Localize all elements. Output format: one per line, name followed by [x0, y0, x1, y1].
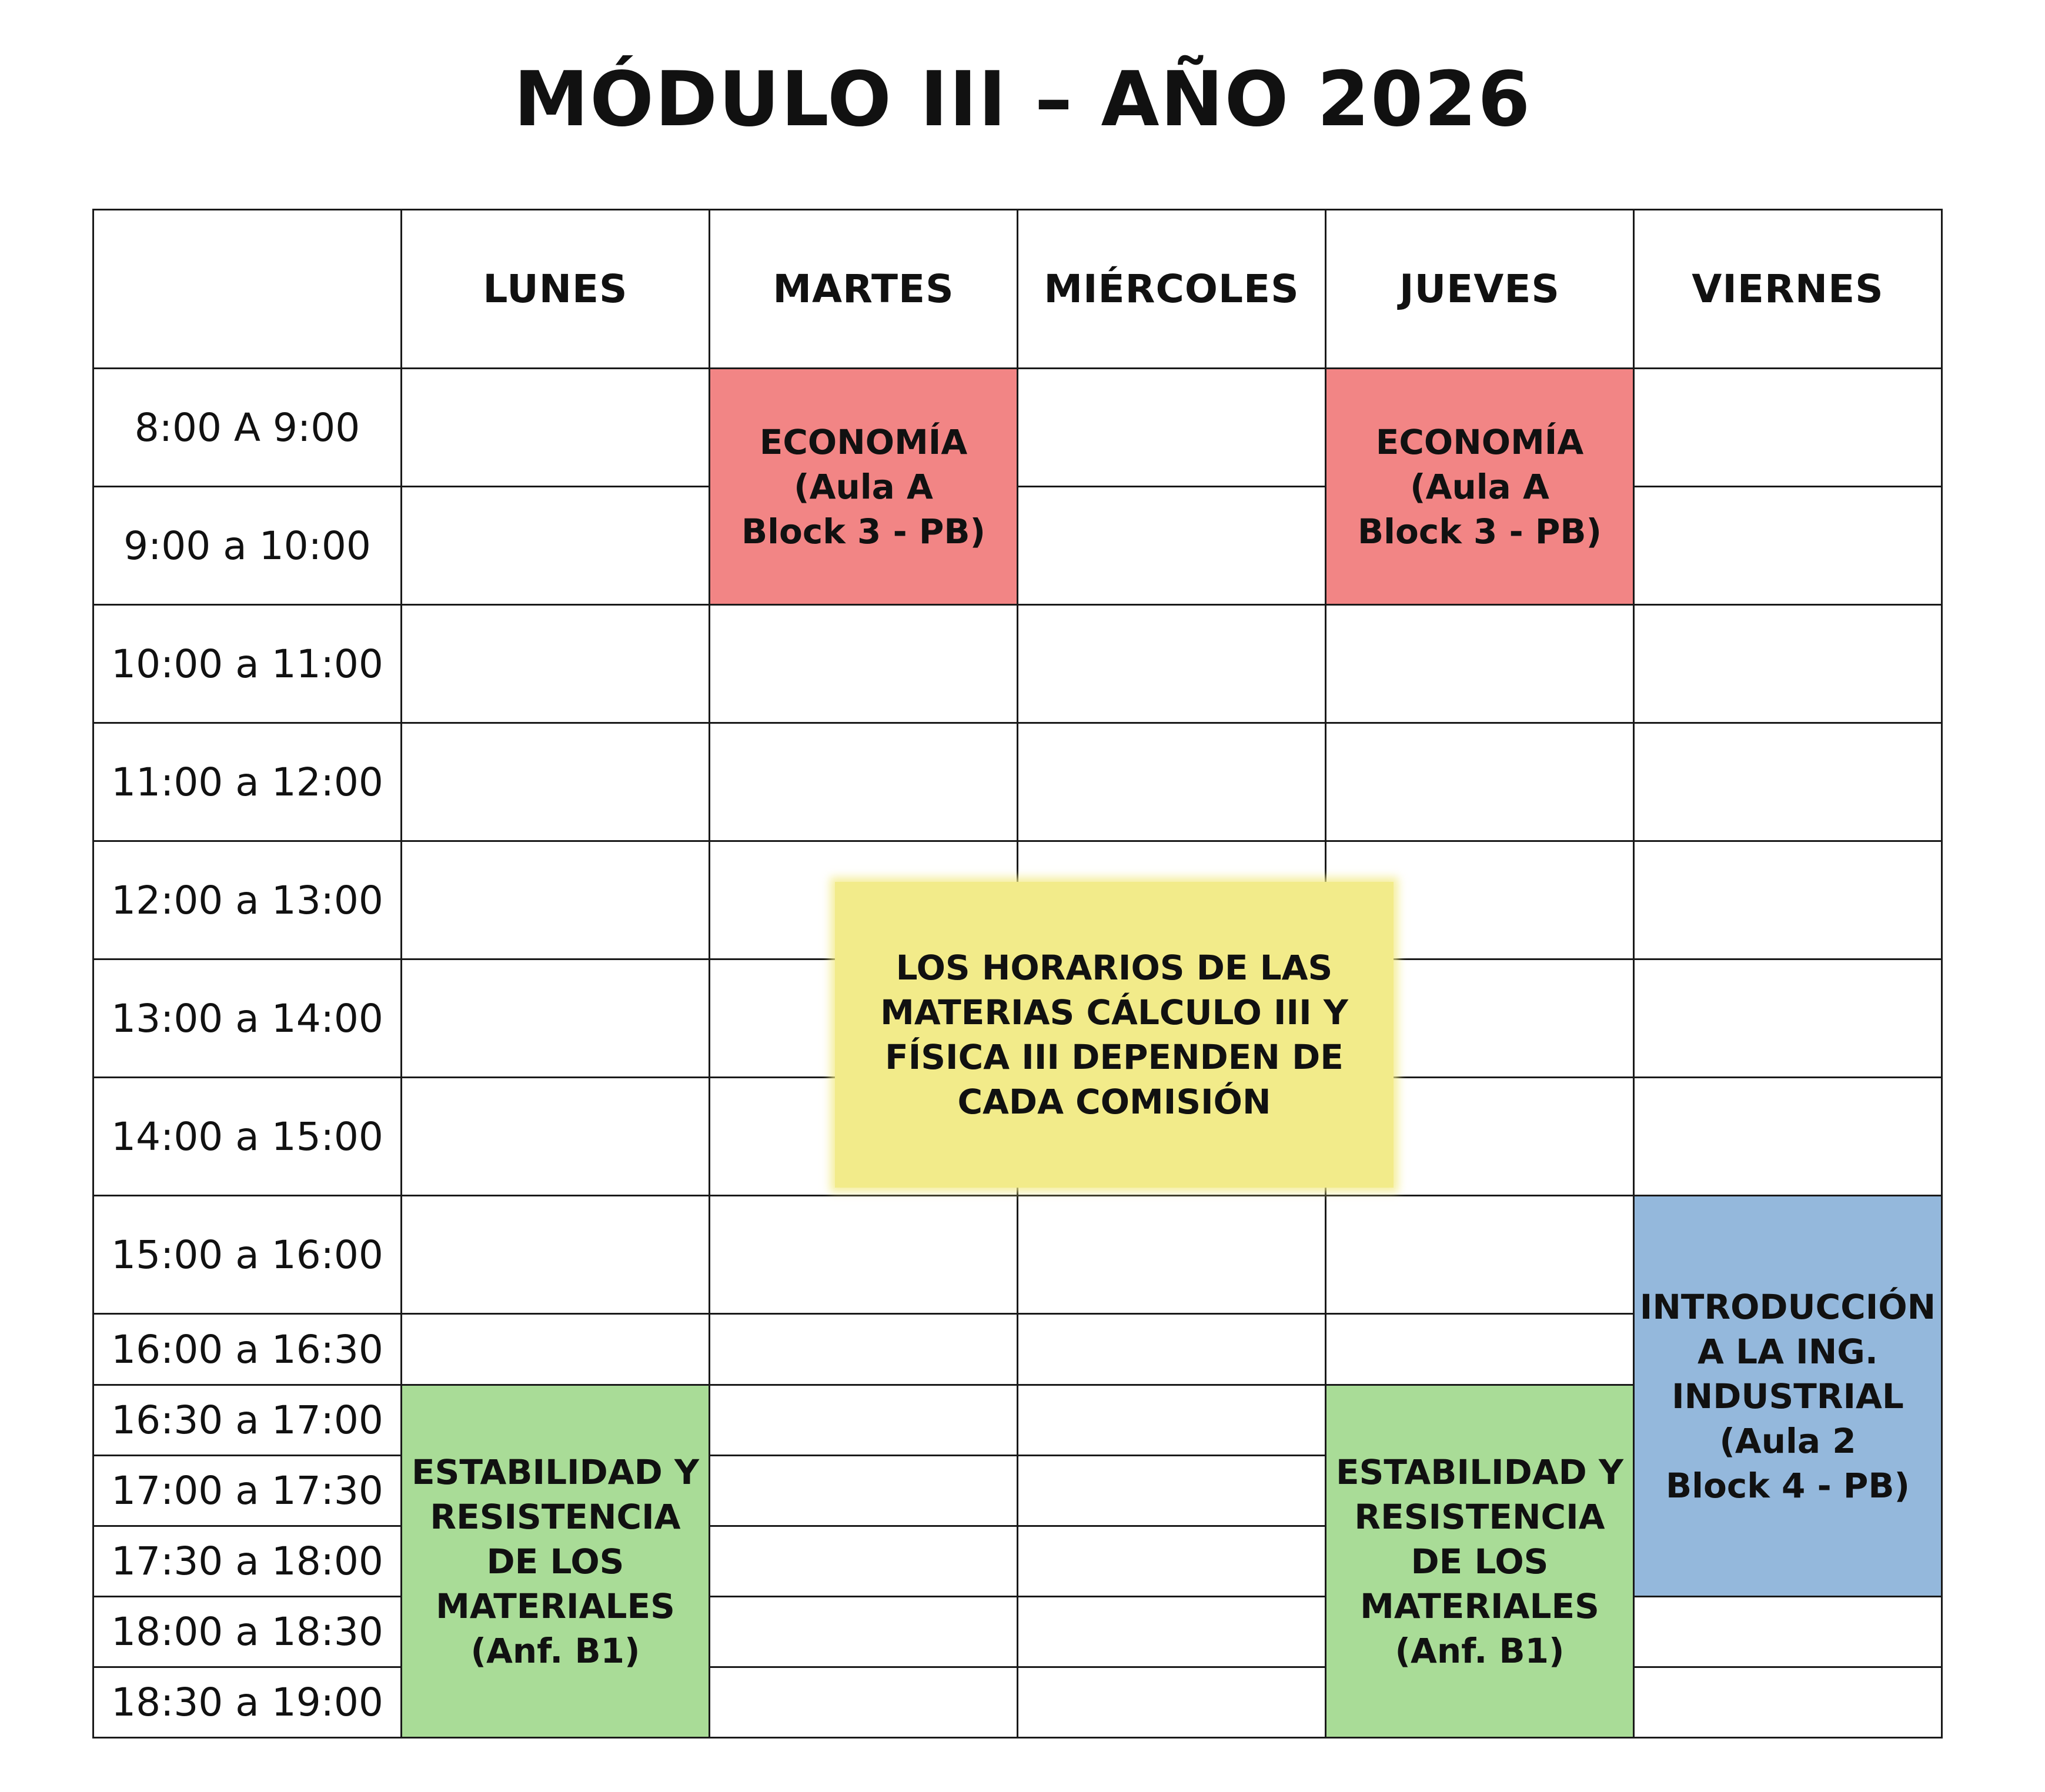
subject-line: Block 4 - PB)	[1665, 1465, 1910, 1506]
page-title: MÓDULO III – AÑO 2026	[513, 56, 1532, 143]
day-header-jueves: JUEVES	[1326, 210, 1634, 369]
subject-line: ECONOMÍA	[1375, 422, 1584, 462]
time-label: 11:00 a 12:00	[93, 723, 402, 841]
table-row	[93, 1196, 1942, 1314]
subject-line: MATERIALES	[1360, 1586, 1599, 1626]
note-line: MATERIAS CÁLCULO III Y	[880, 992, 1348, 1032]
empty-cell	[402, 1196, 710, 1314]
subject-line: A LA ING.	[1698, 1331, 1878, 1372]
subject-line: INTRODUCCIÓN	[1639, 1286, 1936, 1327]
note-line: CADA COMISIÓN	[957, 1082, 1271, 1122]
day-header-viernes: VIERNES	[1634, 210, 1942, 369]
time-label: 14:00 a 15:00	[93, 1078, 402, 1196]
empty-cell	[710, 1196, 1018, 1314]
time-label: 16:00 a 16:30	[93, 1314, 402, 1385]
day-header-lunes: LUNES	[402, 210, 710, 369]
empty-cell	[1018, 723, 1326, 841]
schedule-note	[835, 882, 1394, 1188]
empty-cell	[710, 1385, 1018, 1456]
time-label: 10:00 a 11:00	[93, 605, 402, 723]
empty-cell	[402, 1314, 710, 1385]
empty-cell	[1634, 723, 1942, 841]
subject-line: (Aula A	[1410, 466, 1549, 507]
empty-cell	[402, 369, 710, 487]
empty-cell	[710, 1456, 1018, 1526]
day-header-martes: MARTES	[710, 210, 1018, 369]
empty-cell	[1326, 605, 1634, 723]
empty-cell	[1018, 487, 1326, 605]
table-row	[93, 487, 1942, 605]
subject-block-introduccion-viernes	[1634, 1196, 1942, 1597]
subject-line: ESTABILIDAD Y	[411, 1452, 700, 1492]
table-row	[93, 723, 1942, 841]
empty-cell	[1326, 723, 1634, 841]
note-line: LOS HORARIOS DE LAS	[895, 948, 1333, 988]
subject-line: INDUSTRIAL	[1672, 1376, 1904, 1416]
subject-line: Block 3 - PB)	[741, 511, 986, 551]
subject-line: (Aula 2	[1719, 1420, 1856, 1461]
empty-cell	[1634, 1078, 1942, 1196]
empty-cell	[1634, 841, 1942, 959]
table-row	[93, 605, 1942, 723]
subject-line: RESISTENCIA	[1354, 1496, 1605, 1537]
header-row	[93, 210, 1942, 369]
day-header-miercoles: MIÉRCOLES	[1018, 210, 1326, 369]
empty-cell	[1326, 1196, 1634, 1314]
time-label: 9:00 a 10:00	[93, 487, 402, 605]
time-label: 17:00 a 17:30	[93, 1456, 402, 1526]
empty-cell	[1018, 1526, 1326, 1597]
subject-block-estabilidad-lunes	[402, 1385, 710, 1738]
subject-line: (Aula A	[794, 466, 933, 507]
empty-cell	[1634, 605, 1942, 723]
empty-cell	[710, 605, 1018, 723]
empty-cell	[1634, 1667, 1942, 1738]
subject-block-economia-jueves	[1326, 369, 1634, 605]
subject-line: (Anf. B1)	[1395, 1630, 1565, 1671]
empty-cell	[710, 1314, 1018, 1385]
time-label: 16:30 a 17:00	[93, 1385, 402, 1456]
empty-cell	[402, 841, 710, 959]
empty-cell	[1326, 1314, 1634, 1385]
empty-cell	[1018, 369, 1326, 487]
subject-line: DE LOS	[486, 1541, 624, 1582]
empty-cell	[710, 1667, 1018, 1738]
empty-cell	[402, 723, 710, 841]
empty-cell	[710, 1597, 1018, 1667]
time-label: 12:00 a 13:00	[93, 841, 402, 959]
time-label: 18:30 a 19:00	[93, 1667, 402, 1738]
subject-line: ECONOMÍA	[759, 422, 968, 462]
subject-line: Block 3 - PB)	[1357, 511, 1602, 551]
table-row	[93, 1667, 1942, 1738]
time-label: 15:00 a 16:00	[93, 1196, 402, 1314]
subject-line: (Anf. B1)	[470, 1630, 640, 1671]
table-row	[93, 369, 1942, 487]
time-label: 8:00 A 9:00	[93, 369, 402, 487]
time-label: 13:00 a 14:00	[93, 959, 402, 1078]
empty-cell	[1018, 1456, 1326, 1526]
empty-cell	[402, 487, 710, 605]
empty-cell	[402, 959, 710, 1078]
empty-cell	[402, 1078, 710, 1196]
empty-cell	[1018, 1314, 1326, 1385]
empty-cell	[402, 605, 710, 723]
empty-cell	[1634, 369, 1942, 487]
table-row	[93, 1597, 1942, 1667]
empty-cell	[1634, 1597, 1942, 1667]
subject-line: MATERIALES	[436, 1586, 675, 1626]
subject-line: DE LOS	[1411, 1541, 1549, 1582]
corner-cell	[93, 210, 402, 369]
empty-cell	[1018, 1196, 1326, 1314]
subject-line: ESTABILIDAD Y	[1335, 1452, 1624, 1492]
subject-block-estabilidad-jueves	[1326, 1385, 1634, 1738]
empty-cell	[710, 1526, 1018, 1597]
subject-line: RESISTENCIA	[430, 1496, 681, 1537]
empty-cell	[1634, 487, 1942, 605]
empty-cell	[1018, 605, 1326, 723]
time-label: 17:30 a 18:00	[93, 1526, 402, 1597]
empty-cell	[1634, 959, 1942, 1078]
empty-cell	[1018, 1385, 1326, 1456]
empty-cell	[1018, 1597, 1326, 1667]
empty-cell	[710, 723, 1018, 841]
empty-cell	[1018, 1667, 1326, 1738]
note-line: FÍSICA III DEPENDEN DE	[885, 1037, 1344, 1077]
time-label: 18:00 a 18:30	[93, 1597, 402, 1667]
subject-block-economia-martes	[710, 369, 1018, 605]
